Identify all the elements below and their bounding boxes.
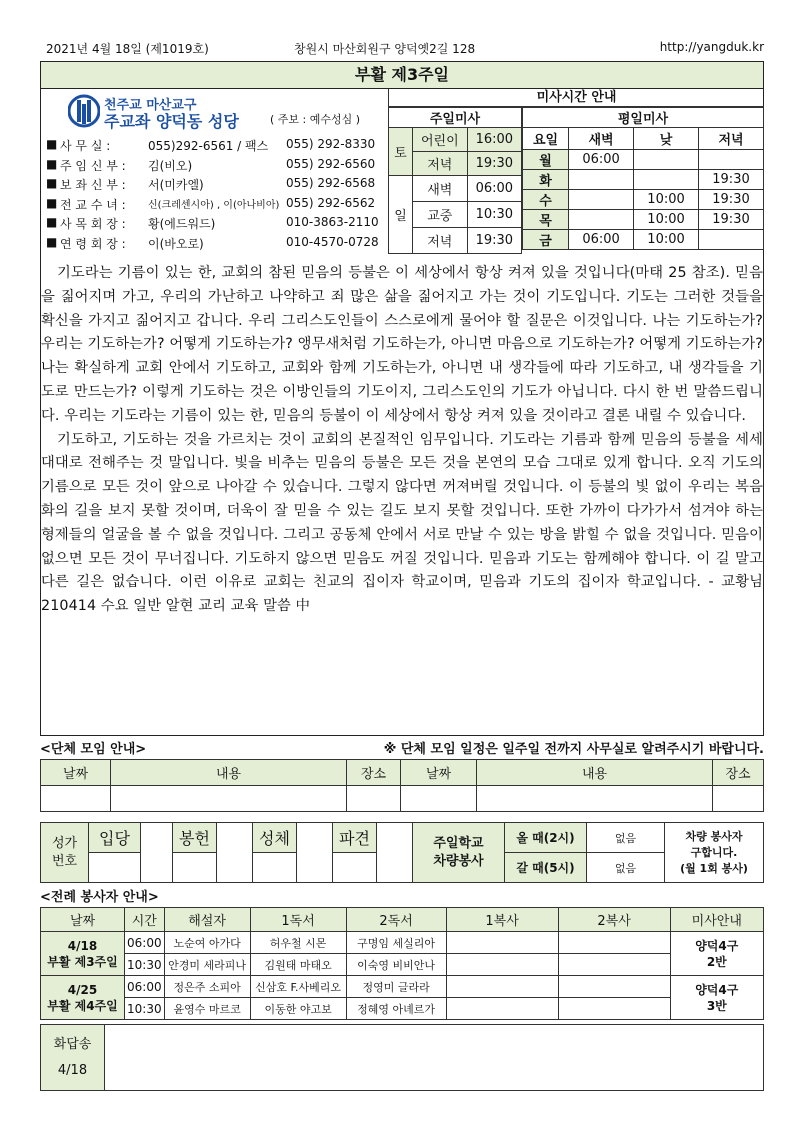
bus-back-label: 갈 때(5시) <box>505 853 587 883</box>
school-label: 주일학교 <box>433 835 484 851</box>
hymn-label: 번호 <box>51 853 78 869</box>
liturgy-table <box>40 907 764 1020</box>
weekday-time <box>569 170 634 190</box>
group-section-note: ※ 단체 모임 일정은 일주일 전까지 사무실로 알려주시기 바랍니다. <box>383 742 764 757</box>
mass-time: 06:00 <box>125 932 165 954</box>
saturday-label: 토 <box>389 128 413 176</box>
sat-mass-name: 저녁 <box>413 152 468 176</box>
server-name: 정영미 글라라 <box>346 976 446 998</box>
liturgy-sunday: 부활 제3주일 <box>47 954 118 969</box>
contact-row <box>46 235 386 255</box>
sunday-mass-title: 주일미사 <box>389 108 522 128</box>
liturgy-date: 4/18 <box>67 938 98 953</box>
mass-time: 06:00 <box>125 976 165 998</box>
guide-group: 2반 <box>706 954 727 969</box>
contact-role: 주 임 신 부 : <box>60 158 126 173</box>
contact-phone: 010-3863-2110 <box>286 215 379 229</box>
parish-logo <box>68 92 100 130</box>
weekday-time: 19:30 <box>699 170 764 190</box>
liturgy-section-title: <전례 봉사자 안내> <box>40 890 159 905</box>
weekday-header: 요일 <box>523 128 569 150</box>
liturgy-header: 1독서 <box>250 908 346 932</box>
liturgy-sunday: 부활 제4주일 <box>47 998 118 1013</box>
volunteer-note: 차량 봉사자 <box>685 829 743 843</box>
contact-row <box>46 157 386 177</box>
contact-phone: 055) 292-6568 <box>286 176 376 190</box>
liturgy-header: 날짜 <box>41 908 125 932</box>
table-row <box>523 170 764 190</box>
contact-role: 보 좌 신 부 : <box>60 178 126 192</box>
parish-name: 주교좌 양덕동 성당 <box>104 112 239 131</box>
contact-role: 전 교 수 녀 : <box>60 197 126 212</box>
contact-name: 서(미카엘) <box>148 178 204 192</box>
server-name: 안경미 세라피나 <box>164 954 250 976</box>
weekday-day: 금 <box>523 230 569 250</box>
weekday-time: 19:30 <box>699 190 764 210</box>
school-label: 차량봉사 <box>433 853 484 869</box>
bus-go-label: 올 때(2시) <box>505 823 587 853</box>
sunday-label: 일 <box>389 176 413 254</box>
contact-role: 사 무 실 : <box>60 139 111 153</box>
server-name: 정혜영 아녜르가 <box>346 998 446 1020</box>
parish-patron: ( 주보 : 예수성심 ) <box>270 113 361 126</box>
contact-name: 김(비오) <box>148 158 193 173</box>
contact-name: 황(에드워드) <box>148 217 216 231</box>
contact-phone: 010-4570-0728 <box>286 234 379 249</box>
contact-row <box>46 215 386 235</box>
weekday-time: 10:00 <box>634 190 699 210</box>
sun-mass-time: 06:00 <box>467 176 521 202</box>
sat-mass-name: 어린이 <box>413 128 468 152</box>
weekday-mass-table <box>522 107 764 250</box>
hymn-communion: 성체 <box>253 823 297 853</box>
diocese-name: 천주교 마산교구 <box>104 98 197 113</box>
table-row <box>41 786 764 812</box>
bus-back-value: 없음 <box>587 853 665 883</box>
hymn-entrance: 입당 <box>89 823 141 853</box>
contact-name: 신(크레센시아) , 이(아나비아) <box>148 199 280 211</box>
weekday-time: 06:00 <box>569 230 634 250</box>
hymn-label: 성가 <box>51 835 78 851</box>
hymn-offertory: 봉헌 <box>173 823 217 853</box>
table-row <box>523 150 764 170</box>
guide-group: 양덕4구 <box>695 938 739 953</box>
hymn-dismissal: 파견 <box>333 823 377 853</box>
contact-phone: 055) 292-8330 <box>286 137 376 151</box>
mass-title-bar <box>388 89 764 107</box>
bulletin-header <box>40 40 764 60</box>
liturgy-header: 1복사 <box>446 908 558 932</box>
server-name: 노순여 아가다 <box>164 932 250 954</box>
liturgy-header: 미사안내 <box>670 908 763 932</box>
server-name: 정은주 소피아 <box>164 976 250 998</box>
weekday-mass-title: 평일미사 <box>523 108 764 128</box>
church-icon <box>68 92 100 130</box>
weekday-day: 수 <box>523 190 569 210</box>
server-name: 구명임 세실리아 <box>346 932 446 954</box>
hymn-table <box>40 822 764 883</box>
reply-psalm-label: 화답송 <box>53 1036 92 1052</box>
col-place: 장소 <box>347 760 401 786</box>
contact-phone: 055) 292-6560 <box>286 156 376 171</box>
volunteer-note: 구합니다. <box>690 845 738 859</box>
col-date: 날짜 <box>41 760 111 786</box>
col-date: 날짜 <box>401 760 477 786</box>
weekday-header: 저녁 <box>699 128 764 150</box>
sat-mass-time: 19:30 <box>467 152 521 176</box>
sun-mass-time: 19:30 <box>467 228 521 254</box>
sun-mass-time: 10:30 <box>467 202 521 228</box>
guide-group: 3반 <box>706 998 727 1013</box>
server-name: 이숙영 비비안나 <box>346 954 446 976</box>
weekday-header: 새벽 <box>569 128 634 150</box>
weekday-time <box>699 230 764 250</box>
weekday-day: 목 <box>523 210 569 230</box>
issue-date: 2021년 4월 18일 (제1019호) <box>46 42 209 56</box>
weekday-day: 화 <box>523 170 569 190</box>
col-content: 내용 <box>111 760 347 786</box>
contact-role: 사 목 회 장 : <box>60 217 126 231</box>
server-name: 허우철 시몬 <box>250 932 346 954</box>
weekday-time <box>699 150 764 170</box>
volunteer-note: (월 1회 봉사) <box>680 861 748 875</box>
weekday-time: 10:00 <box>634 210 699 230</box>
weekday-time: 10:00 <box>634 230 699 250</box>
reply-psalm-table <box>40 1024 764 1091</box>
liturgy-header: 해설자 <box>164 908 250 932</box>
website-url[interactable]: http://yangduk.kr <box>659 40 764 54</box>
weekday-time <box>634 150 699 170</box>
mass-time: 10:30 <box>125 998 165 1020</box>
bullet-icon: ■ <box>46 234 58 249</box>
group-section-title: <단체 모임 안내> <box>40 742 147 757</box>
page-title: 부활 제3주일 <box>355 65 449 84</box>
col-content: 내용 <box>477 760 713 786</box>
liturgy-date: 4/25 <box>67 982 98 997</box>
weekday-time <box>569 210 634 230</box>
group-meeting-table <box>40 759 764 812</box>
table-row <box>41 998 764 1020</box>
contact-role: 연 령 회 장 : <box>60 236 126 251</box>
table-row <box>523 210 764 230</box>
weekday-time: 06:00 <box>569 150 634 170</box>
article-body <box>41 262 763 619</box>
sun-mass-name: 새벽 <box>413 176 468 202</box>
contact-row <box>46 137 386 157</box>
table-row <box>41 954 764 976</box>
liturgy-header: 시간 <box>125 908 165 932</box>
mass-title: 미사시간 안내 <box>536 90 617 105</box>
article-paragraph: 기도하고, 기도하는 것을 가르치는 것이 교회의 본질적인 임무입니다. 기도라는 기름과 함께 믿음의 등불을 세세대대로 전해주는 것 말입니다. 빛을 비추는 믿음의 등불은 모든 것을 본연의 모습 그대로 있게 합니다. 오직 기도의 기름으로 모든 것이 앞으로 나아갈 수 있습니다. 그렇지 않다면 꺼져버릴 것입니다. 이 등불의 빛 없이 우리는 복음화의 길을 보지 못할 것이며, 더욱이 잘 믿을 수 있는 길도 보지 못할 것입니다. 또한 가까이 다가가서 섬겨야 하는 형제들의 얼굴을 볼 수 없을 것입니다. 그리고 공동체 안에서 서로 만날 수 있는 방을 밝힐 수 없을 것입니다. 믿음이 없으면 모든 것이 무너집니다. 기도하지 않으면 믿음도 꺼질 것입니다. 믿음과 기도는 함께해야 합니다. 이 길 말고 다른 길은 없습니다. 이런 이유로 교회는 친교의 집이자 학교이며, 믿음과 기도의 집이자 학교입니다. - 교황님 210414 수요 일반 알현 교리 교육 말씀 中 <box>41 431 763 615</box>
reply-psalm-date: 4/18 <box>57 1062 88 1078</box>
weekday-time <box>634 170 699 190</box>
contact-name: 055)292-6561 / 팩스 <box>148 139 269 153</box>
weekday-day: 월 <box>523 150 569 170</box>
contact-phone: 055) 292-6562 <box>286 195 376 210</box>
server-name: 이동한 야고보 <box>250 998 346 1020</box>
server-name: 김원태 마태오 <box>250 954 346 976</box>
sun-mass-name: 저녁 <box>413 228 468 254</box>
sun-mass-name: 교중 <box>413 202 468 228</box>
church-address: 창원시 마산회원구 양덕옛2길 128 <box>294 42 476 56</box>
col-place: 장소 <box>713 760 764 786</box>
sat-mass-time: 16:00 <box>467 128 521 152</box>
contact-name: 이(바오로) <box>148 236 204 251</box>
server-name: 윤영수 마르코 <box>164 998 250 1020</box>
title-bar <box>40 61 764 89</box>
bullet-icon: ■ <box>46 156 58 171</box>
bus-go-value: 없음 <box>587 823 665 853</box>
liturgy-header: 2독서 <box>346 908 446 932</box>
bullet-icon: ■ <box>46 137 58 151</box>
server-name: 신삼호 F.사베리오 <box>250 976 346 998</box>
bullet-icon: ■ <box>46 195 58 210</box>
bullet-icon: ■ <box>46 176 58 190</box>
table-row <box>41 932 764 954</box>
contact-row <box>46 176 386 196</box>
liturgy-header: 2복사 <box>558 908 670 932</box>
contact-row <box>46 196 386 216</box>
bullet-icon: ■ <box>46 215 58 229</box>
mass-time: 10:30 <box>125 954 165 976</box>
table-row <box>523 230 764 250</box>
table-row <box>523 190 764 210</box>
guide-group: 양덕4구 <box>695 982 739 997</box>
sunday-mass-table <box>388 107 522 254</box>
table-row <box>41 976 764 998</box>
weekday-header: 낮 <box>634 128 699 150</box>
weekday-time <box>569 190 634 210</box>
weekday-time: 19:30 <box>699 210 764 230</box>
article-paragraph: 기도라는 기름이 있는 한, 교회의 참된 믿음의 등불은 이 세상에서 항상 켜져 있을 것입니다(마태 25 참조). 믿음을 짊어지며 가고, 우리의 가난하고 나약하고 죄 많은 삶을 짊어지고 가는 것이 기도입니다. 기도는 그러한 것들을 확신을 가지고 짊어지고 갑니다. 우리 그리스도인들이 스스로에게 물어야 할 질문은 이것입니다. 나는 기도하는가? 우리는 기도하는가? 어떻게 기도하는가? 앵무새처럼 기도하는가, 아니면 마음으로 기도하는가? 어떻게 기도하는가? 나는 확실하게 교회 안에서 기도하고, 교회와 함께 기도하는가, 아니면 내 생각들에 따라 기도하고, 내 생각들을 기도로 만드는가? 이렇게 기도하는 것은 이방인들의 기도이지, 그리스도인의 기도가 아닙니다. 다시 한 번 말씀드립니다. 우리는 기도라는 기름이 있는 한, 믿음의 등불이 이 세상에서 항상 켜져 있을 것이라고 결론 내릴 수 있습니다. <box>41 265 763 424</box>
